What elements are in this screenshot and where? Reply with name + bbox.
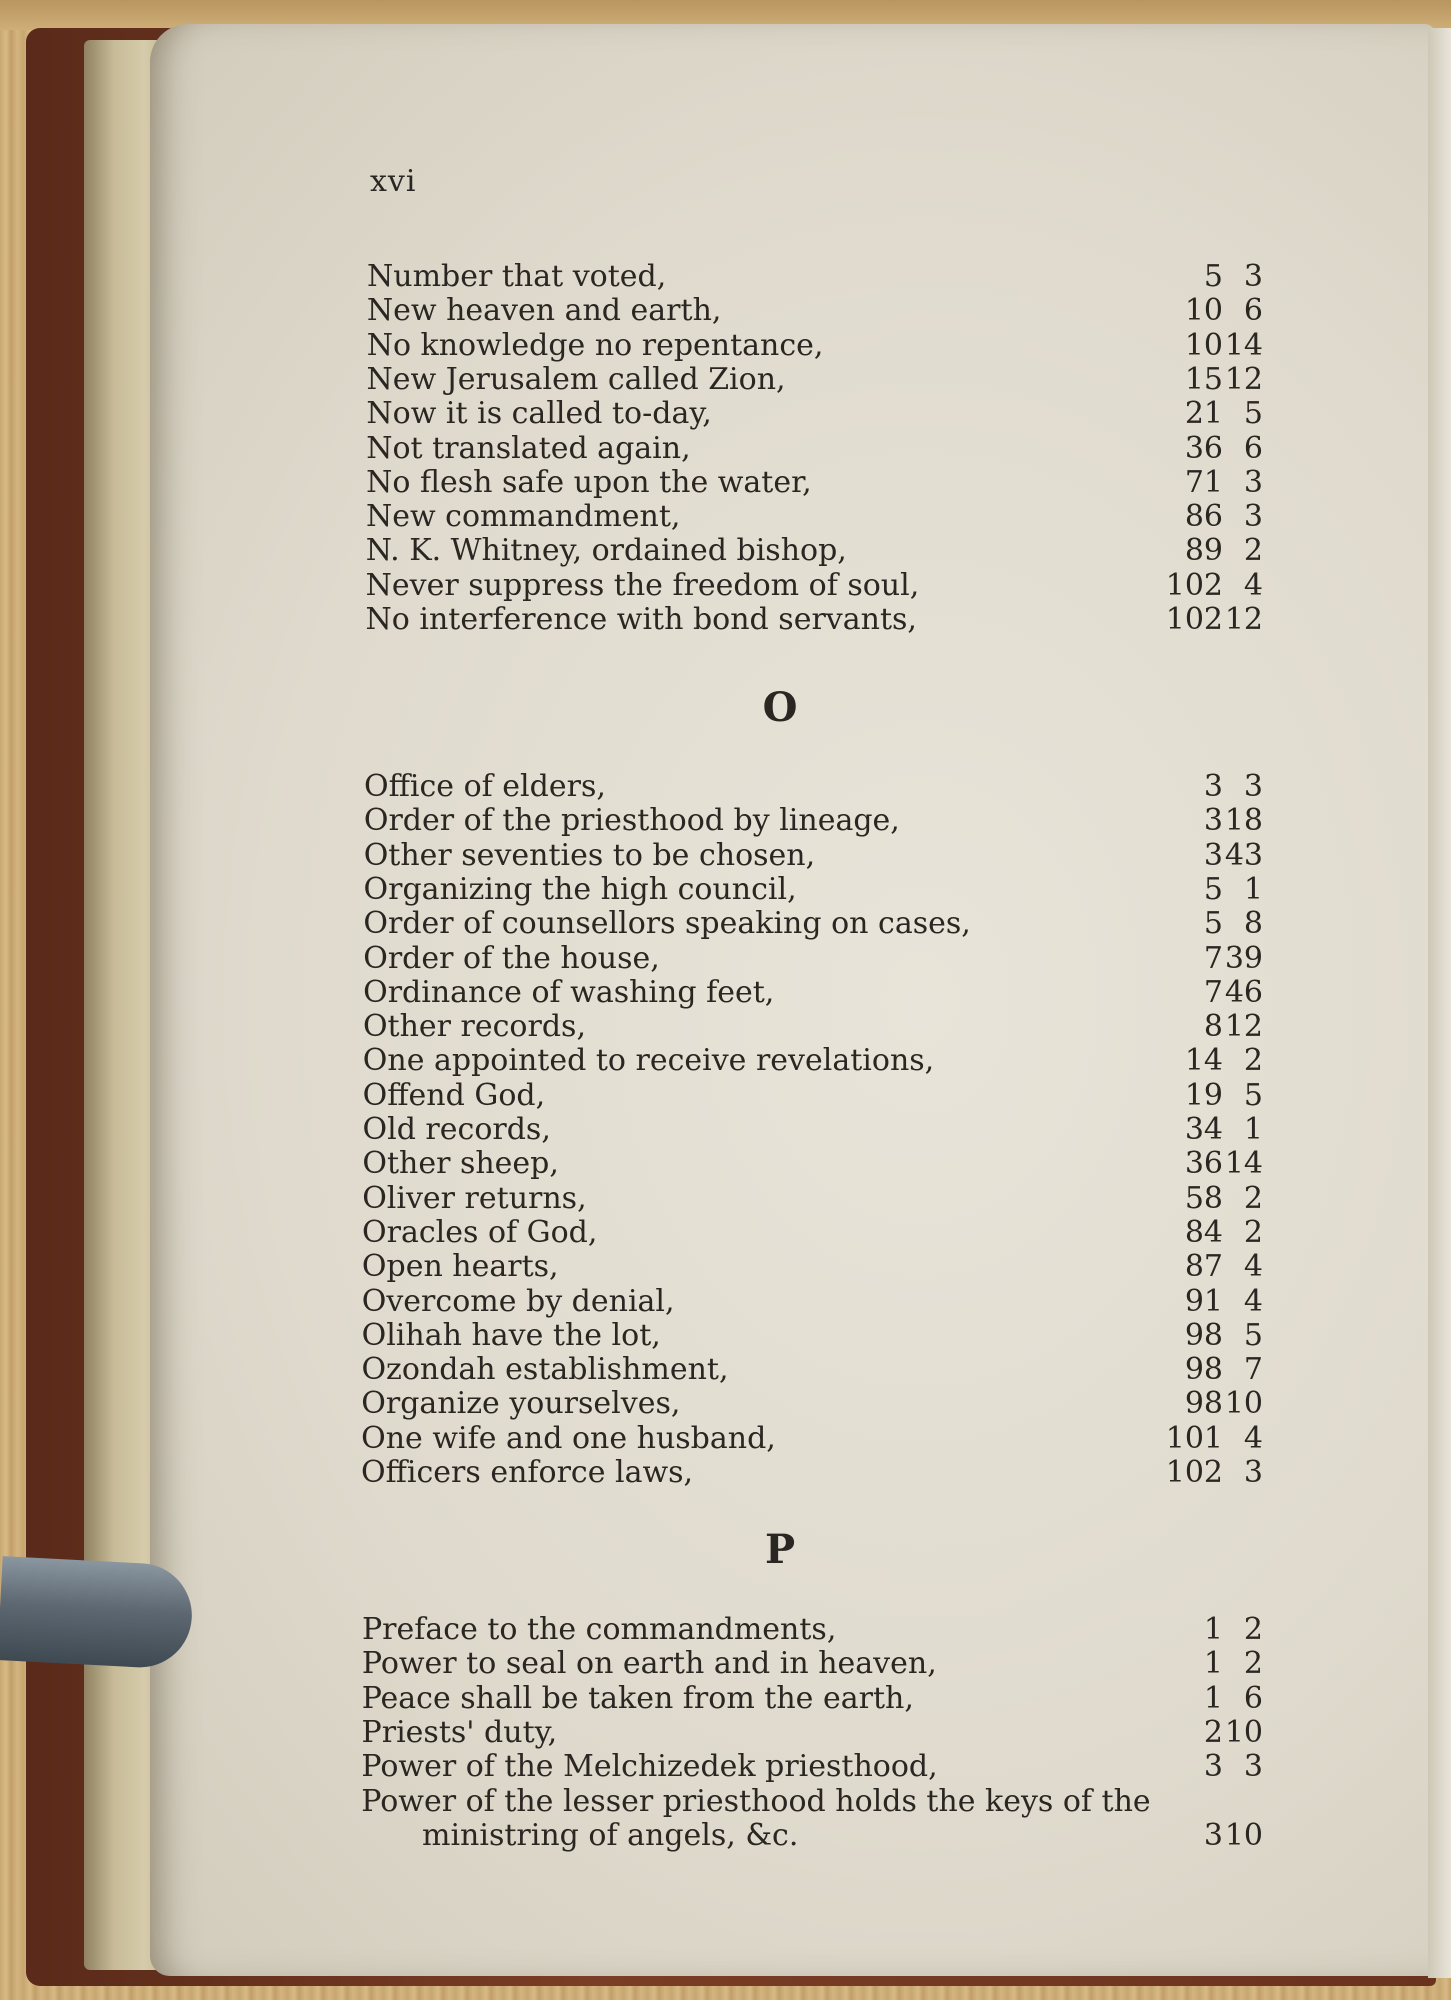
entry-verse-number: 6 [1243, 430, 1263, 466]
entry-verse-number: 7 [1243, 1352, 1263, 1388]
entry-section-number: 14 [1184, 1043, 1223, 1079]
entry-verse-number: 43 [1224, 837, 1263, 873]
entry-title: Other sheep, [362, 1146, 559, 1182]
entry-section-number: 98 [1184, 1386, 1223, 1422]
entry-section-number: 102 [1165, 567, 1223, 603]
index-entry [150, 1387, 1435, 1421]
entry-title: Offend God, [362, 1077, 546, 1113]
entry-title: New heaven and earth, [366, 293, 722, 329]
entry-section-number: 3 [1203, 769, 1223, 804]
index-entry [150, 770, 1435, 804]
entry-section-number: 3 [1203, 803, 1223, 839]
index-entry [150, 942, 1435, 976]
bookmark-clip [0, 1556, 194, 1670]
entry-verse-number: 4 [1243, 1249, 1263, 1285]
entry-section-number: 19 [1184, 1077, 1223, 1113]
index-entry [150, 907, 1435, 941]
entry-title: Power of the lesser priesthood holds the keys of the [361, 1783, 1151, 1819]
entry-title: Organizing the high council, [363, 871, 797, 907]
entry-title: Officers enforce laws, [361, 1455, 694, 1490]
entry-title: Ordinance of washing feet, [363, 974, 775, 1010]
entry-verse-number: 3 [1243, 464, 1263, 500]
entry-title: Ozondah establishment, [361, 1352, 729, 1388]
entry-section-number: 86 [1184, 499, 1223, 535]
entry-section-number: 5 [1203, 259, 1223, 294]
entry-section-number: 15 [1184, 361, 1223, 397]
entry-verse-number: 5 [1243, 1077, 1263, 1113]
entry-title: Oracles of God, [362, 1214, 598, 1250]
entry-verse-number: 4 [1243, 1420, 1263, 1456]
entry-title: Old records, [362, 1112, 551, 1147]
entry-section-number: 8 [1203, 1009, 1223, 1045]
index-entry [150, 466, 1435, 500]
entry-section-number: 1 [1203, 1680, 1223, 1716]
entry-section-number: 7 [1203, 940, 1223, 976]
entry-title: ministring of angels, &c. [422, 1817, 799, 1853]
entry-verse-number: 3 [1243, 259, 1263, 294]
entry-title: One appointed to receive revelations, [362, 1043, 935, 1079]
index-entry [150, 1750, 1435, 1784]
entry-title: Order of the priesthood by lineage, [363, 803, 900, 839]
entry-title: No flesh safe upon the water, [366, 464, 812, 500]
index-entry [150, 839, 1435, 873]
entry-verse-number: 12 [1224, 361, 1263, 397]
entry-section-number: 36 [1184, 430, 1223, 466]
entry-verse-number: 12 [1224, 1009, 1263, 1045]
entry-section-number: 3 [1203, 837, 1223, 873]
entry-title: One wife and one husband, [361, 1420, 776, 1456]
entry-title: Open hearts, [361, 1249, 559, 1285]
entry-section-number: 10 [1184, 293, 1223, 329]
entry-section-number: 3 [1203, 1749, 1223, 1785]
index-entry [150, 432, 1435, 466]
entry-verse-number: 8 [1243, 906, 1263, 942]
entry-verse-number: 12 [1224, 602, 1263, 637]
index-entry [150, 1647, 1435, 1681]
index-entry [150, 569, 1435, 603]
entry-title: Preface to the commandments, [362, 1612, 837, 1647]
entry-verse-number: 2 [1243, 1214, 1263, 1250]
entry-title: N. K. Whitney, ordained bishop, [365, 533, 847, 569]
entry-verse-number: 2 [1243, 1612, 1263, 1647]
index-entry [150, 363, 1435, 397]
section-heading: P [764, 1526, 796, 1573]
index-entry [150, 1319, 1435, 1353]
entry-verse-number: 4 [1243, 1283, 1263, 1319]
entry-section-number: 102 [1165, 1455, 1223, 1490]
index-entry [150, 603, 1435, 637]
entry-title: New commandment, [365, 499, 681, 535]
index-entry [150, 1182, 1435, 1216]
index-entry [150, 1682, 1435, 1716]
page-content [150, 24, 1435, 1976]
entry-title: Office of elders, [364, 769, 606, 804]
entry-section-number: 101 [1165, 1420, 1223, 1456]
index-entry [150, 1353, 1435, 1387]
entry-title: New Jerusalem called Zion, [366, 361, 786, 397]
entry-section-number: 7 [1203, 974, 1223, 1010]
index-entry [150, 804, 1435, 838]
index-entry [150, 1613, 1435, 1647]
entry-section-number: 98 [1184, 1352, 1223, 1388]
entry-section-number: 10 [1184, 327, 1223, 363]
section-heading: O [762, 684, 798, 731]
index-entry [150, 1113, 1435, 1147]
entry-verse-number: 1 [1243, 1112, 1263, 1147]
entry-title: Order of counsellors speaking on cases, [363, 906, 971, 942]
entry-verse-number: 18 [1224, 803, 1263, 839]
entry-verse-number: 10 [1224, 1714, 1263, 1750]
entry-verse-number: 3 [1243, 769, 1263, 804]
entry-section-number: 3 [1203, 1817, 1223, 1853]
entry-section-number: 98 [1184, 1317, 1223, 1353]
entry-verse-number: 10 [1224, 1817, 1263, 1853]
entry-verse-number: 2 [1243, 533, 1263, 569]
entry-verse-number: 5 [1243, 396, 1263, 432]
entry-section-number: 89 [1184, 533, 1223, 569]
index-entry [150, 329, 1435, 363]
entry-title: No interference with bond servants, [365, 602, 917, 637]
entry-verse-number: 3 [1243, 499, 1263, 535]
index-entry [150, 1456, 1435, 1490]
entry-section-number: 2 [1203, 1714, 1223, 1750]
entry-verse-number: 2 [1243, 1043, 1263, 1079]
entry-title: Peace shall be taken from the earth, [361, 1680, 914, 1716]
entry-verse-number: 14 [1224, 327, 1263, 363]
index-entry [150, 976, 1435, 1010]
index-entry [150, 1079, 1435, 1113]
index-entry [150, 534, 1435, 568]
entry-section-number: 21 [1184, 396, 1223, 432]
index-entry [150, 1250, 1435, 1284]
entry-verse-number: 2 [1243, 1646, 1263, 1682]
entry-section-number: 1 [1203, 1646, 1223, 1682]
index-entry [150, 1044, 1435, 1078]
entry-verse-number: 39 [1224, 940, 1263, 976]
entry-section-number: 102 [1165, 602, 1223, 637]
entry-verse-number: 46 [1224, 974, 1263, 1010]
entry-title: No knowledge no repentance, [366, 327, 824, 363]
entry-section-number: 91 [1184, 1283, 1223, 1319]
entry-section-number: 71 [1184, 464, 1223, 500]
entry-section-number: 84 [1184, 1214, 1223, 1250]
entry-verse-number: 5 [1243, 1317, 1263, 1353]
index-entry [150, 1285, 1435, 1319]
entry-title: Power to seal on earth and in heaven, [361, 1646, 937, 1682]
entry-title: Never suppress the freedom of soul, [365, 567, 920, 603]
entry-verse-number: 10 [1224, 1386, 1263, 1422]
entry-title: Overcome by denial, [361, 1283, 675, 1319]
entry-verse-number: 3 [1243, 1455, 1263, 1490]
index-entry [150, 1147, 1435, 1181]
entry-section-number: 34 [1184, 1112, 1223, 1147]
index-entry [150, 1716, 1435, 1750]
index-entry [150, 500, 1435, 534]
entry-title: Organize yourselves, [361, 1386, 681, 1422]
entry-title: Power of the Melchizedek priesthood, [361, 1749, 938, 1785]
index-entry [150, 1422, 1435, 1456]
index-entry [150, 260, 1435, 294]
entry-verse-number: 6 [1243, 1680, 1263, 1716]
entry-title: Number that voted, [367, 259, 667, 294]
index-entry [150, 397, 1435, 431]
index-entry [150, 1785, 1435, 1819]
entry-verse-number: 14 [1224, 1146, 1263, 1182]
index-entry [150, 1010, 1435, 1044]
entry-verse-number: 1 [1243, 871, 1263, 907]
entry-title: Other records, [362, 1009, 586, 1045]
entry-section-number: 5 [1203, 871, 1223, 907]
index-entry [150, 873, 1435, 907]
entry-title: Not translated again, [366, 430, 691, 466]
entry-verse-number: 6 [1243, 293, 1263, 329]
entry-title: Priests' duty, [361, 1714, 558, 1750]
entry-section-number: 36 [1184, 1146, 1223, 1182]
entry-verse-number: 3 [1243, 1749, 1263, 1785]
entry-section-number: 1 [1203, 1612, 1223, 1647]
index-entry [150, 294, 1435, 328]
entry-title: Olihah have the lot, [361, 1317, 661, 1353]
entry-title: Oliver returns, [362, 1180, 587, 1216]
entry-title: Other seventies to be chosen, [363, 837, 816, 873]
entry-verse-number: 2 [1243, 1180, 1263, 1216]
entry-verse-number: 4 [1243, 567, 1263, 603]
index-entry [150, 1216, 1435, 1250]
index-entry [150, 1819, 1435, 1853]
entry-section-number: 5 [1203, 906, 1223, 942]
page-number: xvi [370, 164, 417, 199]
entry-section-number: 87 [1184, 1249, 1223, 1285]
entry-section-number: 58 [1184, 1180, 1223, 1216]
entry-title: Order of the house, [363, 940, 660, 976]
entry-title: Now it is called to-day, [366, 396, 712, 432]
